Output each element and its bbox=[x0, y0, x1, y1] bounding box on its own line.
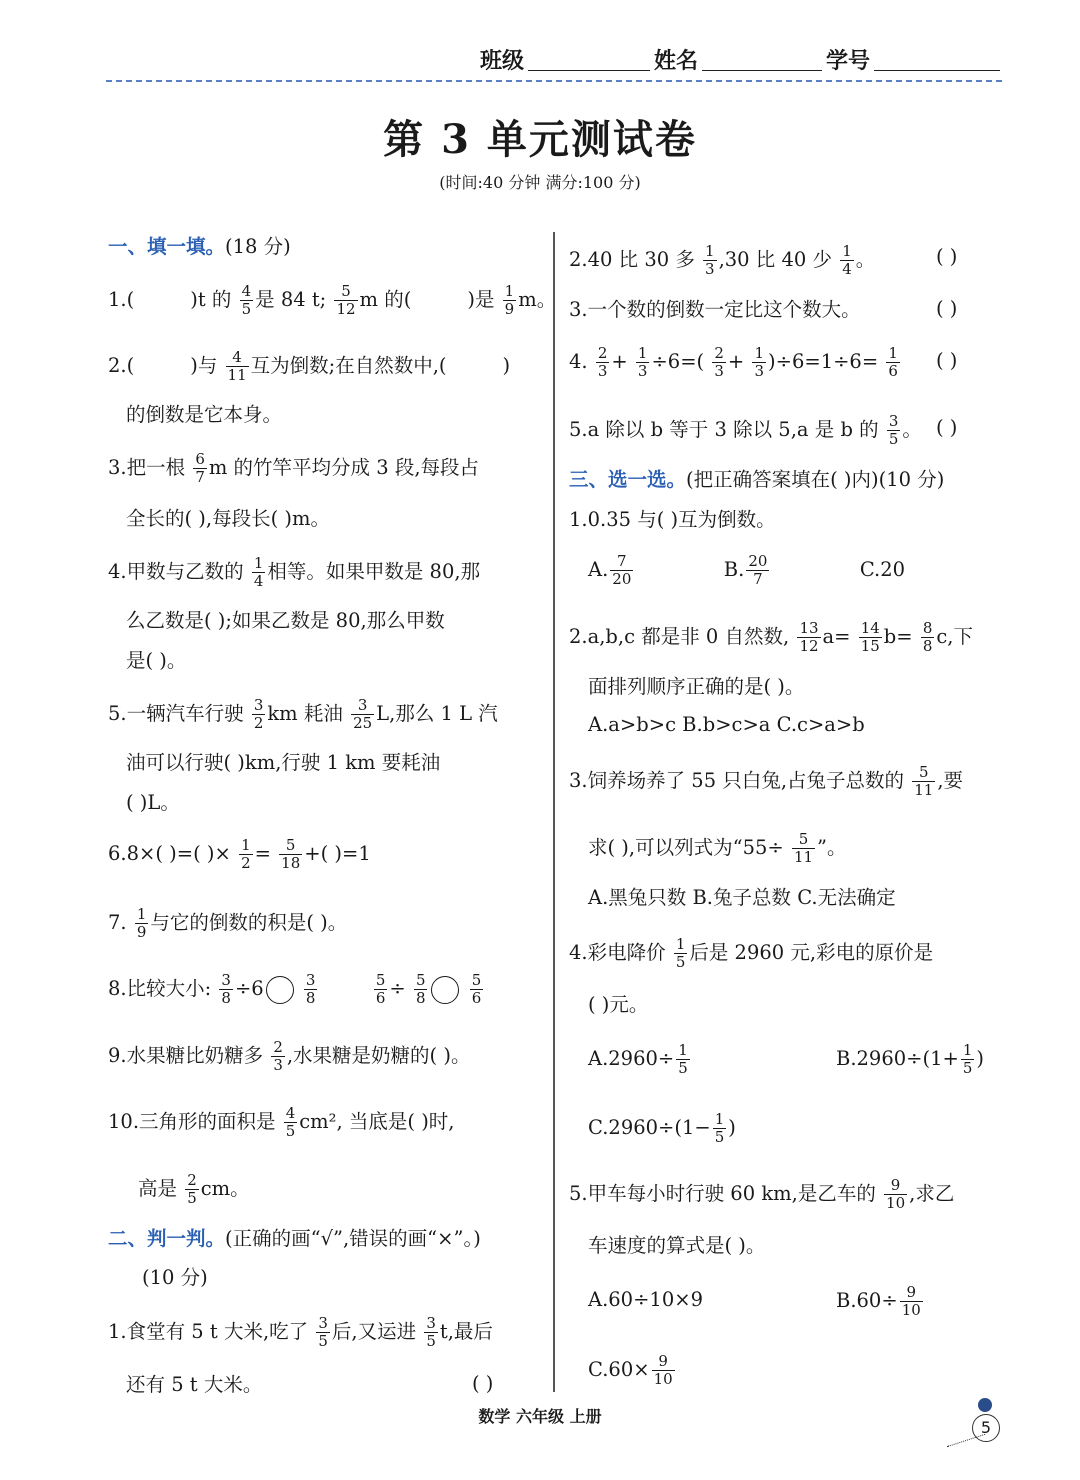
q2-3: 3.一个数的倒数一定比这个数大。 bbox=[569, 298, 861, 321]
q2-1-cont: 还有 5 t 大米。 bbox=[126, 1373, 263, 1396]
q3-4-optC: C.2960÷(1− $\frac{1}{5}$ ) bbox=[588, 1110, 736, 1146]
q3-5-optA: A.60÷10×9 bbox=[588, 1288, 703, 1311]
fraction: $\frac{9}{10}$ bbox=[901, 1283, 921, 1319]
section3-title: 三、选一选。 bbox=[569, 468, 687, 491]
fraction: $\frac{1}{3}$ bbox=[754, 344, 764, 380]
fraction: $\frac{3}{5}$ bbox=[426, 1314, 436, 1350]
q2-2: 2.40 比 30 多 $\frac{1}{3}$ ,30 比 40 少 $\frac{1}{4}$ 。 bbox=[569, 242, 876, 278]
q3-5: 5.甲车每小时行驶 60 km,是乙车的 $\frac{9}{10}$ ,求乙 bbox=[569, 1176, 955, 1212]
q1-7: 7. $\frac{1}{9}$ 与它的倒数的积是( )。 bbox=[108, 905, 348, 941]
q1-6: 6.8×( )=( )× $\frac{1}{2}$ = $\frac{5}{18}$ +( )=1 bbox=[108, 836, 371, 872]
q1-5-cont2: ( )L。 bbox=[126, 791, 180, 814]
section1-score: (18 分) bbox=[225, 235, 291, 258]
fraction: $\frac{9}{10}$ bbox=[653, 1352, 673, 1388]
fraction: $\frac{2}{3}$ bbox=[273, 1038, 283, 1074]
q3-1: 1.0.35 与( )互为倒数。 bbox=[569, 508, 776, 531]
fraction: $\frac{5}{6}$ bbox=[471, 971, 482, 1007]
q1-3: 3.把一根 $\frac{6}{7}$ m 的竹竿平均分成 3 段,每段占 bbox=[108, 450, 480, 486]
q1-2-cont: 的倒数是它本身。 bbox=[126, 403, 283, 426]
section2-title: 二、判一判。 bbox=[108, 1227, 226, 1250]
fraction: $\frac{5}{18}$ bbox=[281, 836, 301, 872]
q1-4-cont2: 是( )。 bbox=[126, 649, 187, 672]
fraction: $\frac{5}{11}$ bbox=[914, 763, 934, 799]
fraction: $\frac{5}{11}$ bbox=[793, 830, 814, 866]
fraction: $\frac{1}{5}$ bbox=[714, 1110, 725, 1146]
fraction: $\frac{1}{5}$ bbox=[962, 1041, 973, 1077]
q1-10: 10.三角形的面积是 $\frac{4}{5}$ cm², 当底是( )时, bbox=[108, 1104, 455, 1140]
id-label: 学号 bbox=[826, 49, 871, 74]
q1-1: 1.( )t 的 $\frac{4}{5}$ 是 84 t; $\frac{5}{12}$ m 的( )是 $\frac{1}{9}$ m。 bbox=[108, 282, 557, 318]
q3-2-options: A.a>b>c B.b>c>a C.c>a>b bbox=[588, 713, 865, 736]
fraction: $\frac{1}{3}$ bbox=[637, 344, 648, 380]
section3-note: (把正确答案填在( )内)(10 分) bbox=[686, 468, 945, 491]
fraction: $\frac{1}{5}$ bbox=[678, 1041, 688, 1077]
q1-5-cont: 油可以行驶( )km,行驶 1 km 要耗油 bbox=[126, 751, 441, 774]
fraction: $\frac{3}{25}$ bbox=[353, 696, 373, 732]
page-subtitle: (时间:40 分钟 满分:100 分) bbox=[439, 173, 641, 192]
q3-4: 4.彩电降价 $\frac{1}{5}$ 后是 2960 元,彩电的原价是 bbox=[569, 935, 934, 971]
answer-paren[interactable]: ( ) bbox=[472, 1372, 494, 1395]
q3-3-cont: 求( ),可以列式为“55÷ $\frac{5}{11}$ ”。 bbox=[588, 830, 847, 866]
fraction: $\frac{2}{5}$ bbox=[187, 1171, 197, 1207]
fraction: $\frac{3}{8}$ bbox=[305, 971, 316, 1007]
q1-5: 5.一辆汽车行驶 $\frac{3}{2}$ km 耗油 $\frac{3}{25}$ L,那么 1 L 汽 bbox=[108, 696, 498, 732]
compare-circle[interactable] bbox=[266, 976, 294, 1004]
q3-5-cont: 车速度的算式是( )。 bbox=[588, 1234, 766, 1257]
q3-4-optA: A.2960÷ $\frac{1}{5}$ bbox=[588, 1041, 688, 1077]
section2-note: (正确的画“√”,错误的画“×”。) bbox=[225, 1227, 481, 1250]
class-field[interactable] bbox=[528, 70, 650, 71]
section1-heading bbox=[108, 232, 291, 262]
page-footer: 数学 六年级 上册 bbox=[478, 1407, 602, 1426]
fraction: $\frac{3}{2}$ bbox=[253, 696, 264, 732]
q3-1-options: A. $\frac{7}{20}$ B. $\frac{20}{7}$ C.20 bbox=[588, 552, 906, 588]
fraction: $\frac{3}{8}$ bbox=[221, 971, 231, 1007]
q2-1: 1.食堂有 5 t 大米,吃了 $\frac{3}{5}$ 后,又运进 $\frac{3}{5}$ t,最后 bbox=[108, 1314, 493, 1350]
q1-10-cont: 高是 $\frac{2}{5}$ cm。 bbox=[138, 1171, 250, 1207]
fraction: $\frac{20}{7}$ bbox=[748, 552, 768, 588]
fraction: $\frac{5}{6}$ bbox=[375, 971, 386, 1007]
q1-3-cont: 全长的( ),每段长( )m。 bbox=[126, 507, 331, 530]
q1-4: 4.甲数与乙数的 $\frac{1}{4}$ 相等。如果甲数是 80,那 bbox=[108, 554, 481, 590]
fraction: $\frac{9}{10}$ bbox=[886, 1176, 906, 1212]
answer-paren[interactable]: ( ) bbox=[936, 349, 958, 372]
fraction: $\frac{3}{5}$ bbox=[318, 1314, 328, 1350]
q1-2: 2.( )与 $\frac{4}{11}$ 互为倒数;在自然数中,( ) bbox=[108, 348, 511, 384]
id-field[interactable] bbox=[874, 70, 1000, 71]
q3-3-options: A.黑兔只数 B.兔子总数 C.无法确定 bbox=[588, 886, 896, 909]
fraction: $\frac{3}{5}$ bbox=[888, 412, 899, 448]
fraction: $\frac{1}{4}$ bbox=[253, 554, 264, 590]
q1-9: 9.水果糖比奶糖多 $\frac{2}{3}$ ,水果糖是奶糖的( )。 bbox=[108, 1038, 471, 1074]
fraction: $\frac{1}{3}$ bbox=[705, 242, 715, 278]
fraction: $\frac{13}{12}$ bbox=[799, 619, 819, 655]
fraction: $\frac{2}{3}$ bbox=[714, 344, 724, 380]
q3-5-optC: C.60× $\frac{9}{10}$ bbox=[588, 1352, 673, 1388]
fraction: $\frac{1}{9}$ bbox=[136, 905, 147, 941]
compare-circle[interactable] bbox=[431, 976, 459, 1004]
fraction: $\frac{1}{9}$ bbox=[504, 282, 515, 318]
fraction: $\frac{2}{3}$ bbox=[597, 344, 608, 380]
fraction: $\frac{1}{4}$ bbox=[842, 242, 852, 278]
name-label: 姓名 bbox=[654, 49, 699, 74]
fraction: $\frac{7}{20}$ bbox=[612, 552, 632, 588]
q3-3: 3.饲养场养了 55 只白兔,占兔子总数的 $\frac{5}{11}$ ,要 bbox=[569, 763, 964, 799]
q2-5: 5.a 除以 b 等于 3 除以 5,a 是 b 的 $\frac{3}{5}$ 。 bbox=[569, 412, 922, 448]
page-title: 第 3 单元测试卷 bbox=[383, 116, 697, 163]
answer-paren[interactable]: ( ) bbox=[936, 416, 958, 439]
answer-paren[interactable]: ( ) bbox=[936, 297, 958, 320]
fraction: $\frac{4}{5}$ bbox=[241, 282, 252, 318]
section2-heading bbox=[108, 1224, 481, 1254]
section1-title: 一、填一填。 bbox=[108, 235, 226, 258]
q3-4-optB: B.2960÷(1+ $\frac{1}{5}$ ) bbox=[836, 1041, 985, 1077]
q2-4: 4. $\frac{2}{3}$ + $\frac{1}{3}$ ÷6=( $\frac{2}{3}$ + $\frac{1}{3}$ )÷6=1÷6= $\frac{1}{6}$ bbox=[569, 344, 898, 380]
page-number: 5 bbox=[972, 1414, 1000, 1442]
q3-2-cont: 面排列顺序正确的是( )。 bbox=[588, 675, 805, 698]
fraction: $\frac{6}{7}$ bbox=[195, 450, 205, 486]
fraction: $\frac{4}{5}$ bbox=[285, 1104, 296, 1140]
page-ornament-icon bbox=[978, 1398, 992, 1412]
section3-heading bbox=[569, 465, 944, 495]
q3-5-optB: B.60÷ $\frac{9}{10}$ bbox=[836, 1283, 921, 1319]
class-label: 班级 bbox=[480, 49, 525, 74]
q3-2: 2.a,b,c 都是非 0 自然数, $\frac{13}{12}$ a= $\frac{14}{15}$ b= $\frac{8}{8}$ c,下 bbox=[569, 619, 973, 655]
fraction: $\frac{1}{6}$ bbox=[888, 344, 898, 380]
fraction: $\frac{4}{11}$ bbox=[227, 348, 247, 384]
name-field[interactable] bbox=[702, 70, 822, 71]
header-divider bbox=[106, 80, 1002, 82]
fraction: $\frac{14}{15}$ bbox=[860, 619, 880, 655]
q1-8: 8.比较大小: $\frac{3}{8}$ ÷6 $\frac{3}{8}$ $\frac{5}{6}$ ÷ $\frac{5}{8}$ $\frac{5}{6}$ bbox=[108, 971, 482, 1007]
answer-paren[interactable]: ( ) bbox=[936, 245, 958, 268]
q3-4-cont: ( )元。 bbox=[588, 993, 649, 1016]
fraction: $\frac{5}{8}$ bbox=[415, 971, 426, 1007]
fraction: $\frac{5}{12}$ bbox=[336, 282, 356, 318]
fraction: $\frac{8}{8}$ bbox=[922, 619, 933, 655]
column-divider bbox=[553, 232, 555, 1392]
fraction: $\frac{1}{2}$ bbox=[241, 836, 251, 872]
section2-score: (10 分) bbox=[142, 1266, 208, 1289]
q1-4-cont: 么乙数是( );如果乙数是 80,那么甲数 bbox=[126, 609, 445, 632]
fraction: $\frac{1}{5}$ bbox=[675, 935, 686, 971]
